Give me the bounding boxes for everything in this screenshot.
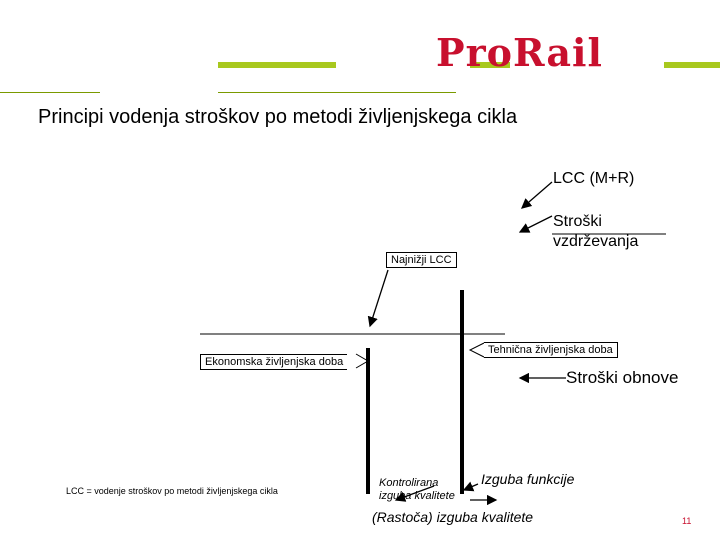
technical-life-box: Tehnična življenjska doba xyxy=(484,342,618,358)
renewal-costs-label: Stroški obnove xyxy=(566,368,679,387)
maintenance-costs-label-line1: Stroški xyxy=(553,213,602,230)
increasing-loss-label: (Rastoča) izguba kvalitete xyxy=(372,509,534,525)
prorail-logo: ProRail xyxy=(436,30,603,75)
lcc-mr-label: LCC (M+R) xyxy=(553,170,635,187)
maintenance-costs-label-line2: vzdrževanja xyxy=(553,233,639,250)
controlled-loss-label-line2: izguba kvalitete xyxy=(379,490,455,502)
page-number: 11 xyxy=(682,516,692,526)
economic-life-box: Ekonomska življenjska doba xyxy=(200,354,347,370)
controlled-loss-label-line1: Kontrolirana xyxy=(379,477,439,489)
lcc-footnote: LCC = vodenje stroškov po metodi življenjskega cikla xyxy=(66,486,278,496)
slide-title: Principi vodenja stroškov po metodi življenjskega cikla xyxy=(38,106,518,128)
lowest-lcc-arrow xyxy=(370,270,388,326)
technical-life-pointer xyxy=(470,343,484,357)
lcc-mr-arrow xyxy=(522,182,552,208)
maintenance-arrow xyxy=(520,216,552,232)
lowest-lcc-box: Najnižji LCC xyxy=(386,252,457,268)
loss-of-function-label: Izguba funkcije xyxy=(481,471,575,487)
loss-of-function-arrow xyxy=(464,484,478,490)
